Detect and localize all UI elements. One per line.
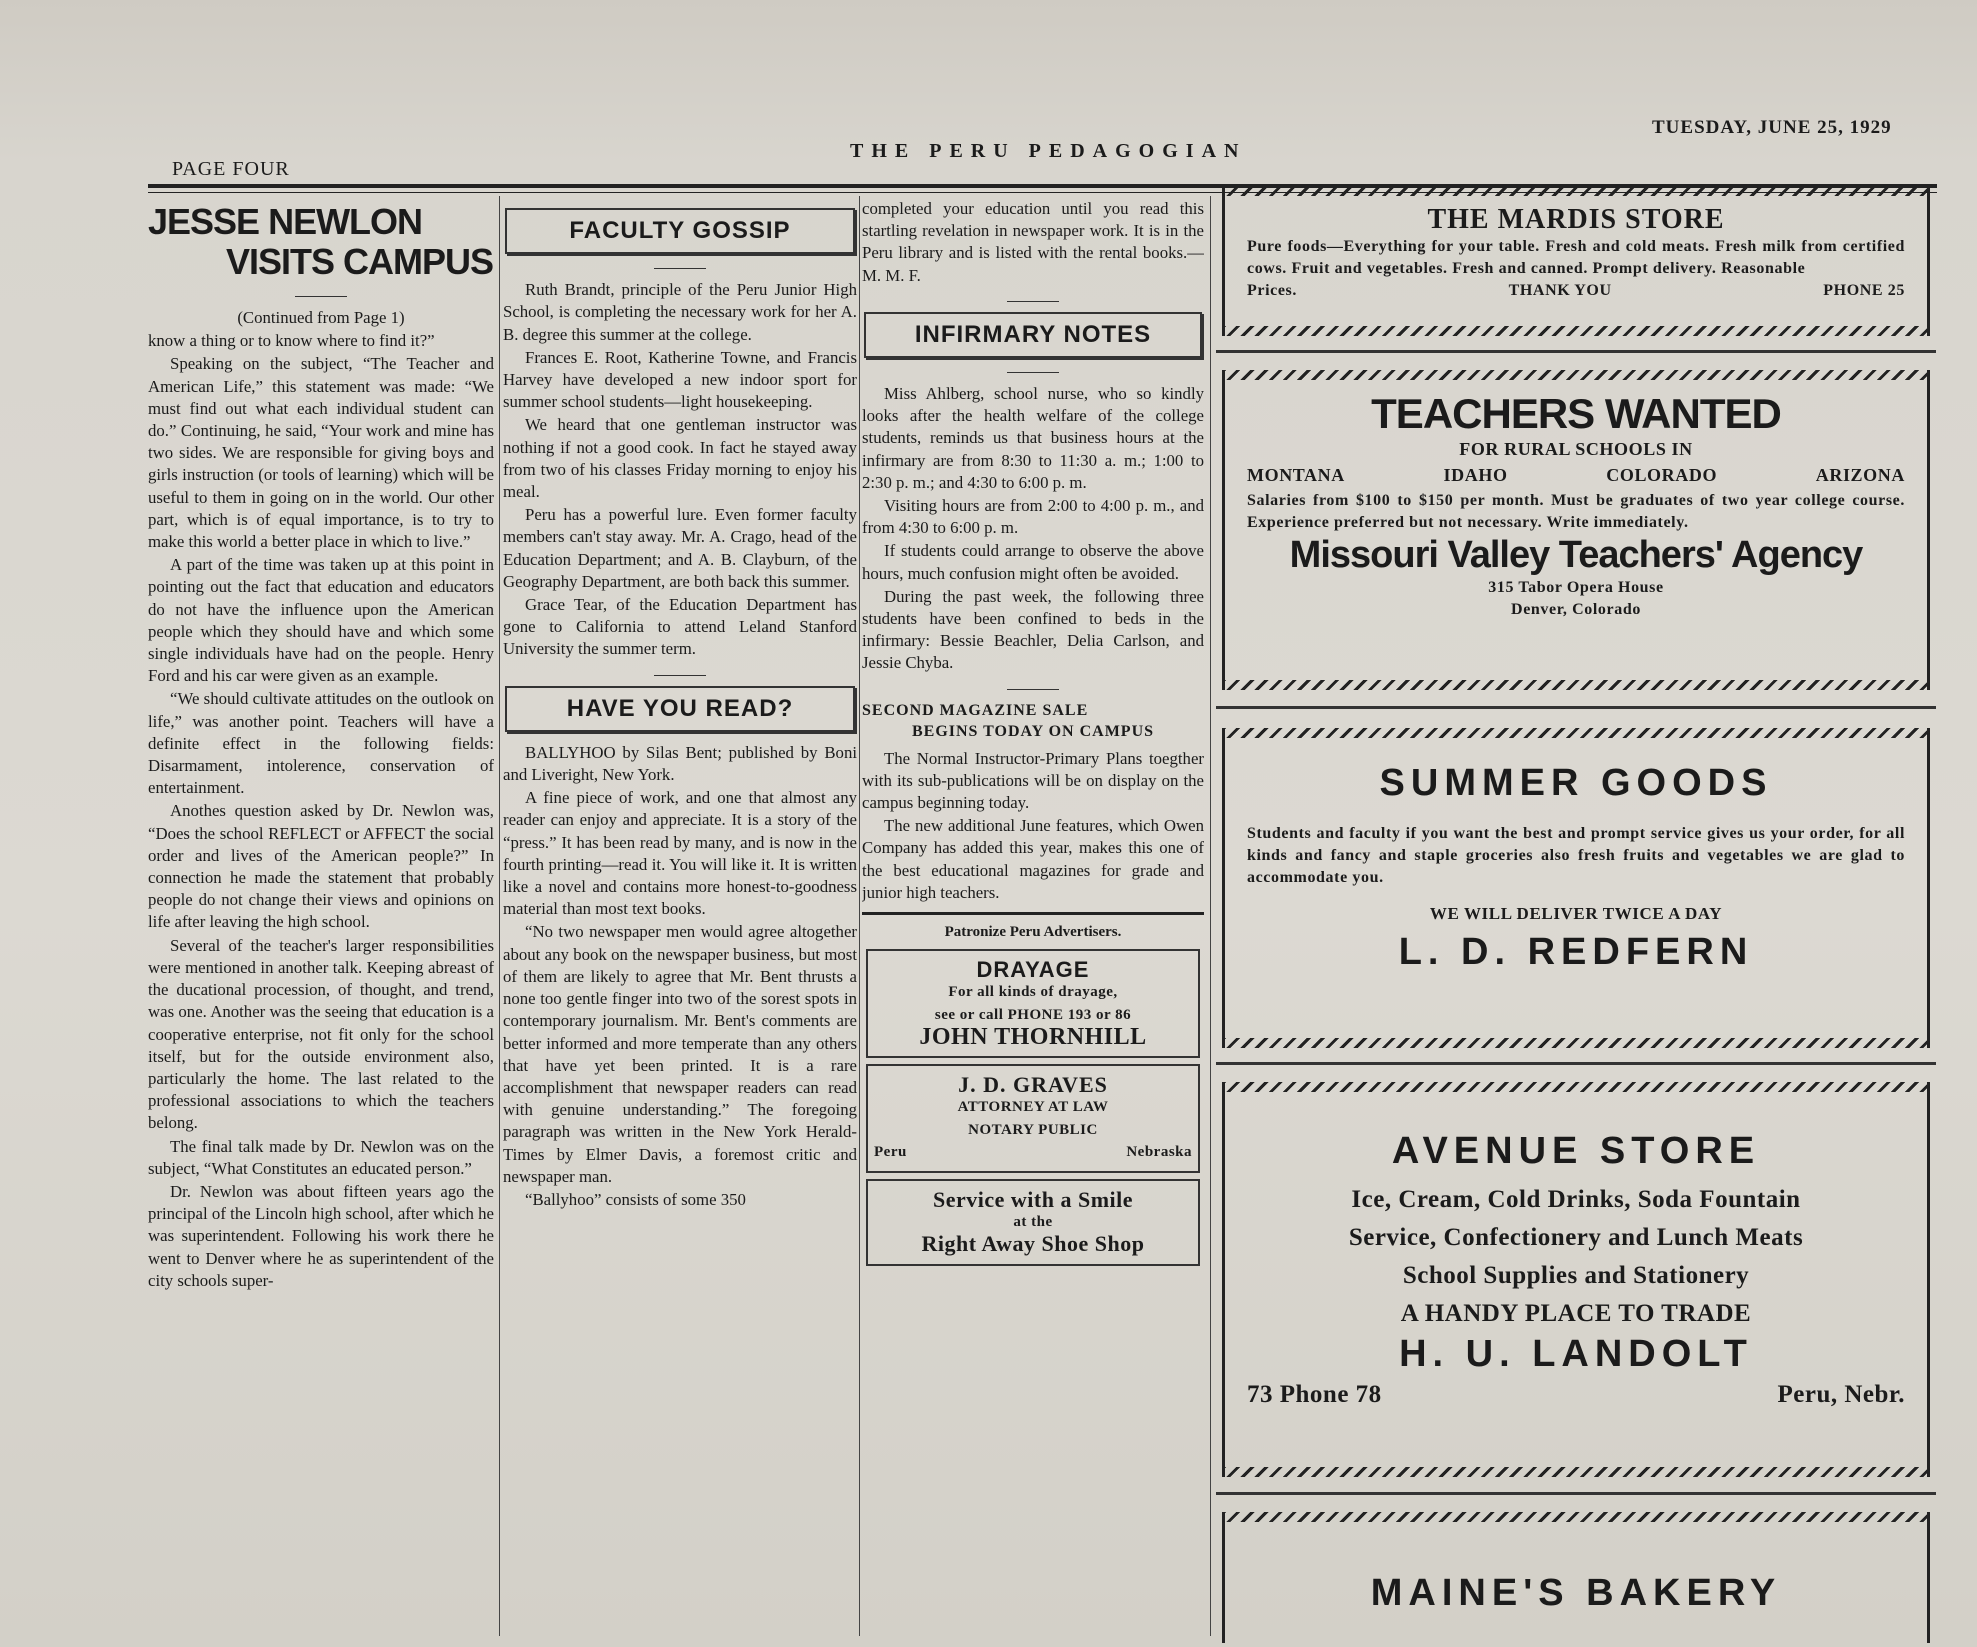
ad-border — [1222, 1467, 1930, 1477]
paragraph: Visiting hours are from 2:00 to 4:00 p. m., and from 4:30 to 6:00 p. m. — [862, 496, 1204, 538]
avenue-line: A HANDY PLACE TO TRADE — [1400, 1300, 1752, 1327]
ad-border — [1222, 186, 1930, 196]
issue-date: TUESDAY, JUNE 25, 1929 — [1652, 117, 1892, 138]
avenue-line: School Supplies and Stationery — [1402, 1262, 1750, 1289]
teachers-title: TEACHERS WANTED — [1371, 390, 1781, 437]
divider-dash — [654, 675, 706, 676]
continued-note: (Continued from Page 1) — [237, 308, 405, 327]
graves-line: NOTARY PUBLIC — [968, 1121, 1098, 1138]
paragraph: Miss Ahlberg, school nurse, who so kindly looks after the health welfare of the college students, reminds us that business hours at the infirmary are from 8:30 to 11:30 a. m.; 1:00 to 2:30 p. m.; and 4:30 to 6:00 p. m. — [862, 384, 1204, 492]
paragraph: “We should cultivate attitudes on the outlook on life,” was another point. Teachers will have a definite effect in the following fields: Disarmament, intolerence, conservation of entertainment. — [148, 689, 494, 798]
avenue-city: Peru, Nebr. — [1777, 1381, 1905, 1408]
ad-border — [1222, 728, 1930, 738]
patronize-note: Patronize Peru Advertisers. — [862, 912, 1204, 943]
graves-name: J. D. GRAVES — [958, 1072, 1108, 1098]
paragraph: Several of the teacher's larger responsibilities were mentioned in another talk. Keeping abreast of the ducational procession, of thought, and trend, was one. Another was the seeing that education is a cooperative enterprise, not fit only for the school itself, but for the outside environment also, particularly the home. The last related to the professional associations to which the teachers belong. — [148, 935, 494, 1133]
avenue-line: Ice, Cream, Cold Drinks, Soda Fountain — [1351, 1186, 1801, 1213]
avenue-name: H. U. LANDOLT — [1399, 1333, 1753, 1375]
paragraph: The final talk made by Dr. Newlon was on the subject, “What Constitutes an educated person.” — [148, 1136, 494, 1178]
ad-mardis-store — [1222, 186, 1930, 336]
headline-line-1: JESSE NEWLON — [148, 201, 423, 242]
shoe-line-2: at the — [1013, 1214, 1053, 1231]
paragraph: A part of the time was taken up at this point in pointing out the fact that education and educators do not have the influence upon the American people which they should have and which some single individuals have had on the people. Henry Ford and his car were given as an example. — [148, 555, 494, 686]
bakery-title: MAINE'S BAKERY — [1370, 1572, 1782, 1614]
graves-city: Peru — [874, 1143, 907, 1160]
state-name: IDAHO — [1443, 465, 1508, 485]
teachers-address: 315 Tabor Opera House — [1488, 579, 1664, 596]
ad-border — [1222, 1038, 1930, 1048]
avenue-line: Service, Confectionery and Lunch Meats — [1348, 1224, 1804, 1251]
teachers-sub: FOR RURAL SCHOOLS IN — [1459, 439, 1693, 459]
state-name: MONTANA — [1247, 465, 1345, 485]
headline-line-2: VISITS CAMPUS — [226, 241, 494, 282]
paragraph: We heard that one gentleman instructor was nothing if not a good cook. In fact he stayed away from two of his classes Friday morning to enjoy his meal. — [503, 415, 857, 502]
shoe-line-1: Service with a Smile — [932, 1186, 1134, 1212]
divider-dash — [1007, 689, 1059, 690]
paragraph: Grace Tear, of the Education Department has gone to California to attend Leland Stanford University the summer term. — [503, 595, 857, 659]
ad-border — [1222, 1082, 1930, 1092]
paragraph: BALLYHOO by Silas Bent; published by Boni and Liveright, New York. — [503, 742, 857, 785]
graves-line: ATTORNEY AT LAW — [957, 1099, 1109, 1116]
paragraph: completed your education until you read this startling revelation in newspaper work. It is in the Peru library and is listed with the rental books.—M. M. F. — [862, 199, 1204, 285]
state-name: ARIZONA — [1815, 465, 1905, 485]
teachers-city: Denver, Colorado — [1511, 601, 1641, 618]
paragraph: “No two newspaper men would agree altogether about any book on the newspaper business, but most of them are likely to agree that Mr. Bent thrusts a none too gentle finger into two of the sorest spots in contemporary journalism. Mr. Bent's comments are better informed and more temperate than any others that have yet been printed. It is a rare accomplishment that newspaper readers can read with genuine understanding.” The foregoing paragraph was written in the New York Herald-Times by Elmer Davis, a foremost critic and newspaper man. — [503, 922, 857, 1186]
divider-dash — [295, 296, 347, 297]
masthead — [0, 0, 1977, 190]
ad-separator — [1216, 706, 1936, 709]
ad-separator — [1216, 1062, 1936, 1065]
paragraph: Dr. Newlon was about fifteen years ago the principal of the Lincoln high school, after which he was superintendent. Following his work there he went to Denver where he as superintendent of the city schools super- — [148, 1181, 494, 1290]
teachers-body: Salaries from $100 to $150 per month. Must be graduates of two year college course. Experience preferred but not necessary. Write immediately. — [1247, 492, 1905, 531]
ad-separator — [1216, 1492, 1936, 1495]
article-jesse-newlon — [148, 198, 494, 1638]
paragraph: Peru has a powerful lure. Even former faculty members can't stay away. Mr. A. Crago, head of the Education Department; and A. B. Clayburn, of the Geography Department, are both back this summer. — [503, 505, 857, 591]
divider-dash — [1007, 372, 1059, 373]
ad-summer-goods — [1222, 728, 1930, 1048]
divider-dash — [654, 268, 706, 269]
mardis-prices: Prices. — [1247, 282, 1297, 299]
ad-maines-bakery — [1222, 1512, 1930, 1643]
paragraph: Anothes question asked by Dr. Newlon was, “Does the school REFLECT or AFFECT the social order and lives of the American people?” In connection he made the statement that probably people do not change their views and opinions on life after leaving the high school. — [148, 801, 494, 932]
avenue-title: AVENUE STORE — [1391, 1130, 1761, 1172]
avenue-phone: 73 Phone 78 — [1247, 1381, 1382, 1408]
article-headline — [148, 202, 494, 282]
paragraph: Frances E. Root, Katherine Towne, and Francis Harvey have developed a new indoor sport for summer school students—light housekeeping. — [503, 347, 857, 412]
have-you-read-title: HAVE YOU READ? — [505, 686, 855, 732]
faculty-gossip-title: FACULTY GOSSIP — [505, 208, 855, 254]
magazine-head-line-2: BEGINS TODAY ON CAMPUS — [911, 722, 1155, 740]
mardis-body: Pure foods—Everything for your table. Fresh and cold meats. Fresh milk from certified cows. Fruit and vegetables. Fresh and canned. Prompt delivery. Reasonable — [1247, 238, 1905, 277]
column-infirmary — [862, 198, 1204, 1638]
divider-dash — [1007, 301, 1059, 302]
ad-graves — [866, 1064, 1200, 1173]
paragraph: If students could arrange to observe the above hours, much confusion might often be avoided. — [862, 541, 1204, 583]
graves-location — [874, 1141, 1192, 1163]
paragraph: Ruth Brandt, principle of the Peru Junior High School, is completing the necessary work for her A. B. degree this summer at the college. — [503, 280, 857, 344]
shoe-line-3: Right Away Shoe Shop — [921, 1231, 1145, 1257]
ads-column — [1212, 178, 1940, 1643]
infirmary-title: INFIRMARY NOTES — [864, 312, 1202, 358]
summer-body: Students and faculty if you want the best and prompt service gives us your order, for all kinds and fancy and staple groceries also fresh fruits and vegetables we are glad to accommodate you. — [1247, 825, 1905, 886]
drayage-title: DRAYAGE — [976, 957, 1090, 983]
ad-separator — [1216, 350, 1936, 353]
paragraph: know a thing or to know where to find it?” — [148, 331, 435, 351]
avenue-footer — [1247, 1376, 1905, 1414]
ad-drayage — [866, 949, 1200, 1058]
paragraph: Speaking on the subject, “The Teacher and American Life,” this statement was made: “We must find out what each individual student can do.” Continuing, he said, “Your work and mine has two sides. We are responsible for giving boys and girls instruction (or tools of learning) which will be useful to them in going on in the world. Our other part, which is of equal importance, is to try to make this world a better place in which to live.” — [148, 354, 494, 552]
drayage-line: For all kinds of drayage, — [948, 984, 1118, 1001]
paragraph: A fine piece of work, and one that almost any reader can enjoy and appreciate. It is a story of the “press.” It has been read by many, and is now in the fourth printing—read it. You will like it. It is written like a novel and contains more honest-to-goodness material than most text books. — [503, 788, 857, 919]
drayage-line: see or call PHONE 193 or 86 — [934, 1006, 1132, 1023]
paragraph: “Ballyhoo” consists of some 350 — [525, 1189, 746, 1209]
ad-avenue-store — [1222, 1082, 1930, 1477]
mardis-title: THE MARDIS STORE — [1427, 204, 1725, 235]
column-divider — [499, 196, 500, 1636]
mardis-footer — [1247, 280, 1905, 302]
column-divider — [859, 196, 860, 1636]
ad-border — [1222, 326, 1930, 336]
magazine-sale-headline — [862, 700, 1204, 742]
mardis-thanks: THANK YOU — [1508, 282, 1612, 299]
summer-deliver: WE WILL DELIVER TWICE A DAY — [1429, 904, 1723, 923]
mardis-phone: PHONE 25 — [1823, 282, 1905, 299]
paragraph: The new additional June features, which Owen Company has added this year, makes this one of the best educational magazines for grade and junior high teachers. — [862, 816, 1204, 902]
magazine-head-line-1: SECOND MAGAZINE SALE — [862, 701, 1089, 719]
summer-title: SUMMER GOODS — [1379, 762, 1773, 804]
ad-border — [1222, 1512, 1930, 1522]
graves-state: Nebraska — [1126, 1143, 1192, 1160]
ad-border — [1222, 680, 1930, 690]
ad-shoe-shop — [866, 1179, 1200, 1266]
state-name: COLORADO — [1606, 465, 1718, 485]
teachers-agency: Missouri Valley Teachers' Agency — [1289, 534, 1863, 576]
paragraph: During the past week, the following three students have been confined to beds in the infirmary: Bessie Beachler, Delia Carlson, and Jessie Chyba. — [862, 586, 1204, 673]
column-divider — [1210, 196, 1211, 1636]
page-label: PAGE FOUR — [172, 158, 290, 180]
paragraph: The Normal Instructor-Primary Plans toegther with its sub-publications will be on display on the campus beginning today. — [862, 748, 1204, 813]
summer-name: L. D. REDFERN — [1398, 931, 1754, 973]
ad-teachers-wanted — [1222, 370, 1930, 690]
ad-border — [1222, 370, 1930, 380]
paper-name: THE PERU PEDAGOGIAN — [850, 140, 1247, 162]
teachers-states — [1247, 464, 1905, 486]
column-faculty-gossip — [503, 198, 857, 1638]
drayage-name: JOHN THORNHILL — [919, 1023, 1147, 1050]
